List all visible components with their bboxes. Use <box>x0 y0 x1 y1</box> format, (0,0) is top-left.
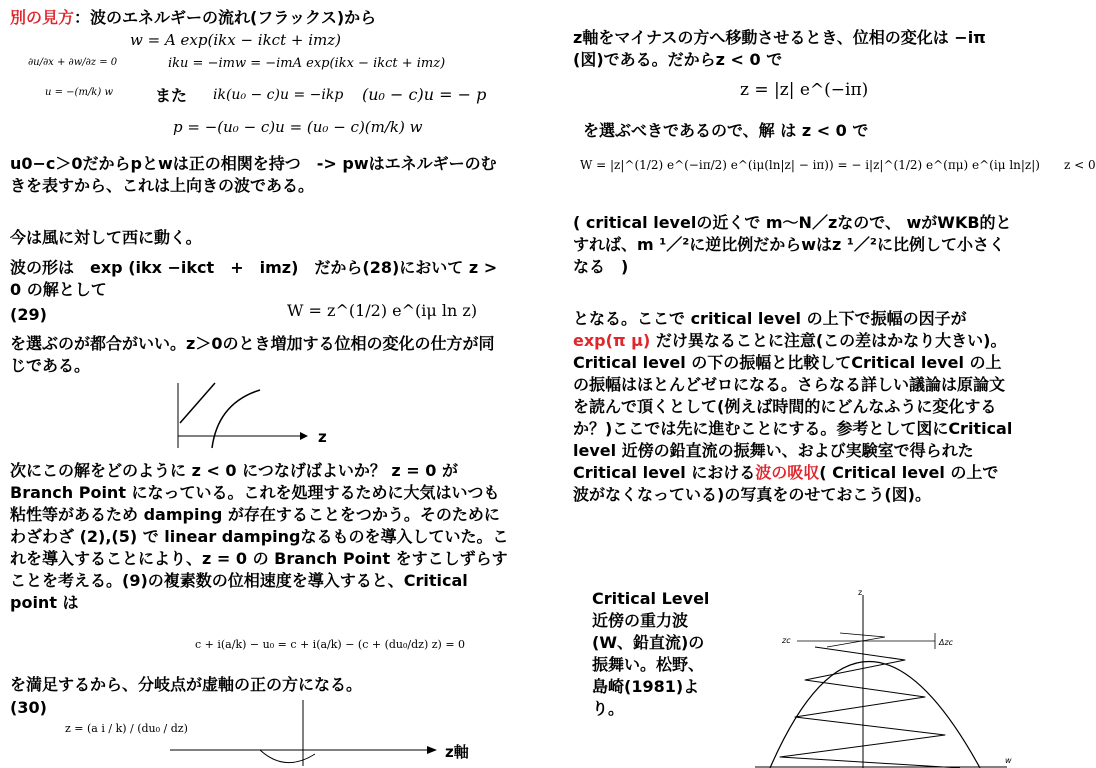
branch-figure-arrowhead <box>427 746 437 754</box>
critical-figure-w-label: w <box>1005 756 1012 765</box>
caption-line: (W、鉛直流)の <box>592 633 705 652</box>
eq30-label: (30) <box>10 698 47 717</box>
critical-figure-z-label: z <box>858 588 863 597</box>
heading <box>10 7 376 29</box>
critical-figure-dzc-label: Δzc <box>939 638 954 647</box>
eq29-label: (29) <box>10 305 47 324</box>
equation-z: z = |z| e^(−iπ) <box>740 80 869 100</box>
branch-figure <box>165 698 485 768</box>
paragraph-6: を満足するから、分岐点が虚軸の正の方になる。 <box>10 675 363 694</box>
equation-p: p = −(u₀ − c)u = (u₀ − c)(m/k) w <box>173 118 423 136</box>
critical-figure-oscillation <box>780 647 960 768</box>
caption-line: 振舞い。松野、 <box>592 655 705 674</box>
branch-figure-z-label: z軸 <box>445 743 469 761</box>
phase-figure-arrowhead <box>300 432 308 440</box>
equation-W: W = |z|^(1/2) e^(−iπ/2) e^(iμ(ln|z| − iπ)) = − i|z|^(1/2) e^(πμ) e^(iμ ln|z|) z < 0 <box>580 158 1096 172</box>
critical-figure-envelope <box>770 662 980 768</box>
caption-line: り。 <box>592 699 625 718</box>
branch-figure-contour <box>260 750 315 763</box>
paragraph-3: 波の形は exp (ikx −ikct + imz) だから(28)において z > 0 の解として <box>10 258 498 299</box>
equation-critical: c + i(a/k) − u₀ = c + i(a/k) − (c + (du₀/dz) z) = 0 <box>195 638 466 651</box>
phase-figure-z-label: z <box>318 428 327 446</box>
right-paragraph-4-red-exp: exp(π μ) <box>573 331 651 350</box>
caption-line: 島崎(1981)よ <box>592 677 700 696</box>
phase-figure <box>160 378 360 458</box>
caption-line: 近傍の重力波 <box>592 611 689 630</box>
caption-line: Critical Level <box>592 589 710 608</box>
right-paragraph-4-b: だけ異なることに注意(この差はかなり大きい)。Critical level の下の振幅と比較してCritical level の上の振幅はほとんどゼロになる。さらなる詳しい議論は原論文を読んで頂くとして(例えば時間的にどんなふうに変化するか？)ここでは先に進むことにする。参考として図にCritical level 近傍の鉛直流の振舞い、および実験室で得られたCritical level における <box>573 331 1029 482</box>
critical-figure-oscillation-top <box>827 633 885 647</box>
equation-u: u = −(m/k) w <box>45 87 114 98</box>
right-paragraph-4-red-absorption: 波の吸収 <box>755 463 820 482</box>
equation-continuity: ∂u/∂x + ∂w/∂z = 0 <box>28 57 118 68</box>
equation-29: W = z^(1/2) e^(iμ ln z) <box>287 301 478 320</box>
right-paragraph-3: ( critical levelの近くで m～N／zなので、 wがWKB的とすれば、m ¹／²に逆比例だからwはz ¹／²に比例して小さくなる ) <box>573 213 1012 276</box>
paragraph-5: 次にこの解をどのように z < 0 につなげばよいか？ z = 0 が Branch Point になっている。これを処理するために大気はいつも粘性等があるため damping が存在することをつかう。そのためにわざわざ (2),(5) で linear dampingなるものを導入していた。これを導入することにより、z = 0 の Branch Point をすこしずらすことを考える。(9)の複素数の位相速度を導入すると、Critical point は <box>10 461 509 612</box>
critical-figure-zc-label: zc <box>782 636 791 645</box>
phase-figure-line <box>180 383 215 423</box>
phase-figure-curve <box>212 390 260 448</box>
right-paragraph-4 <box>573 308 1029 506</box>
equation-u0: (u₀ − c)u = − p <box>362 85 487 104</box>
heading-rest: ：波のエネルギーの流れ(フラックス)から <box>74 8 377 27</box>
right-paragraph-4-c: ( Critical level の上で波がなくなっている)の写真をのせておこう(図)。 <box>573 463 999 504</box>
right-paragraph-2: を選ぶべきであるので、解 は z < 0 で <box>583 121 869 140</box>
critical-level-figure <box>745 585 1017 768</box>
right-paragraph-4-a: となる。ここで critical level の上下で振幅の因子が <box>573 309 967 328</box>
equation-iku: iku = −imw = −imA exp(ikx − ikct + imz) <box>168 56 446 71</box>
equation-ik: ik(u₀ − c)u = −ikp <box>213 87 344 103</box>
heading-red: 別の見方 <box>10 8 75 27</box>
equation-30: z = (a i / k) / (du₀ / dz) <box>65 722 188 735</box>
equation-w: w = A exp(ikx − ikct + imz) <box>130 31 341 49</box>
mata-label: また <box>155 86 188 105</box>
paragraph-4: を選ぶのが都合がいい。z＞0のとき増加する位相の変化の仕方が同じである。 <box>10 334 495 375</box>
paragraph-2: 今は風に対して西に動く。 <box>10 228 202 247</box>
paragraph-1: u0−c＞0だからpとwは正の相関を持つ -> pwはエネルギーのむきを表すから、これは上向きの波である。 <box>10 154 497 195</box>
right-paragraph-1: z軸をマイナスの方へ移動させるとき、位相の変化は −iπ (図)である。だからz < 0 で <box>573 28 986 69</box>
figure-caption <box>592 588 722 720</box>
